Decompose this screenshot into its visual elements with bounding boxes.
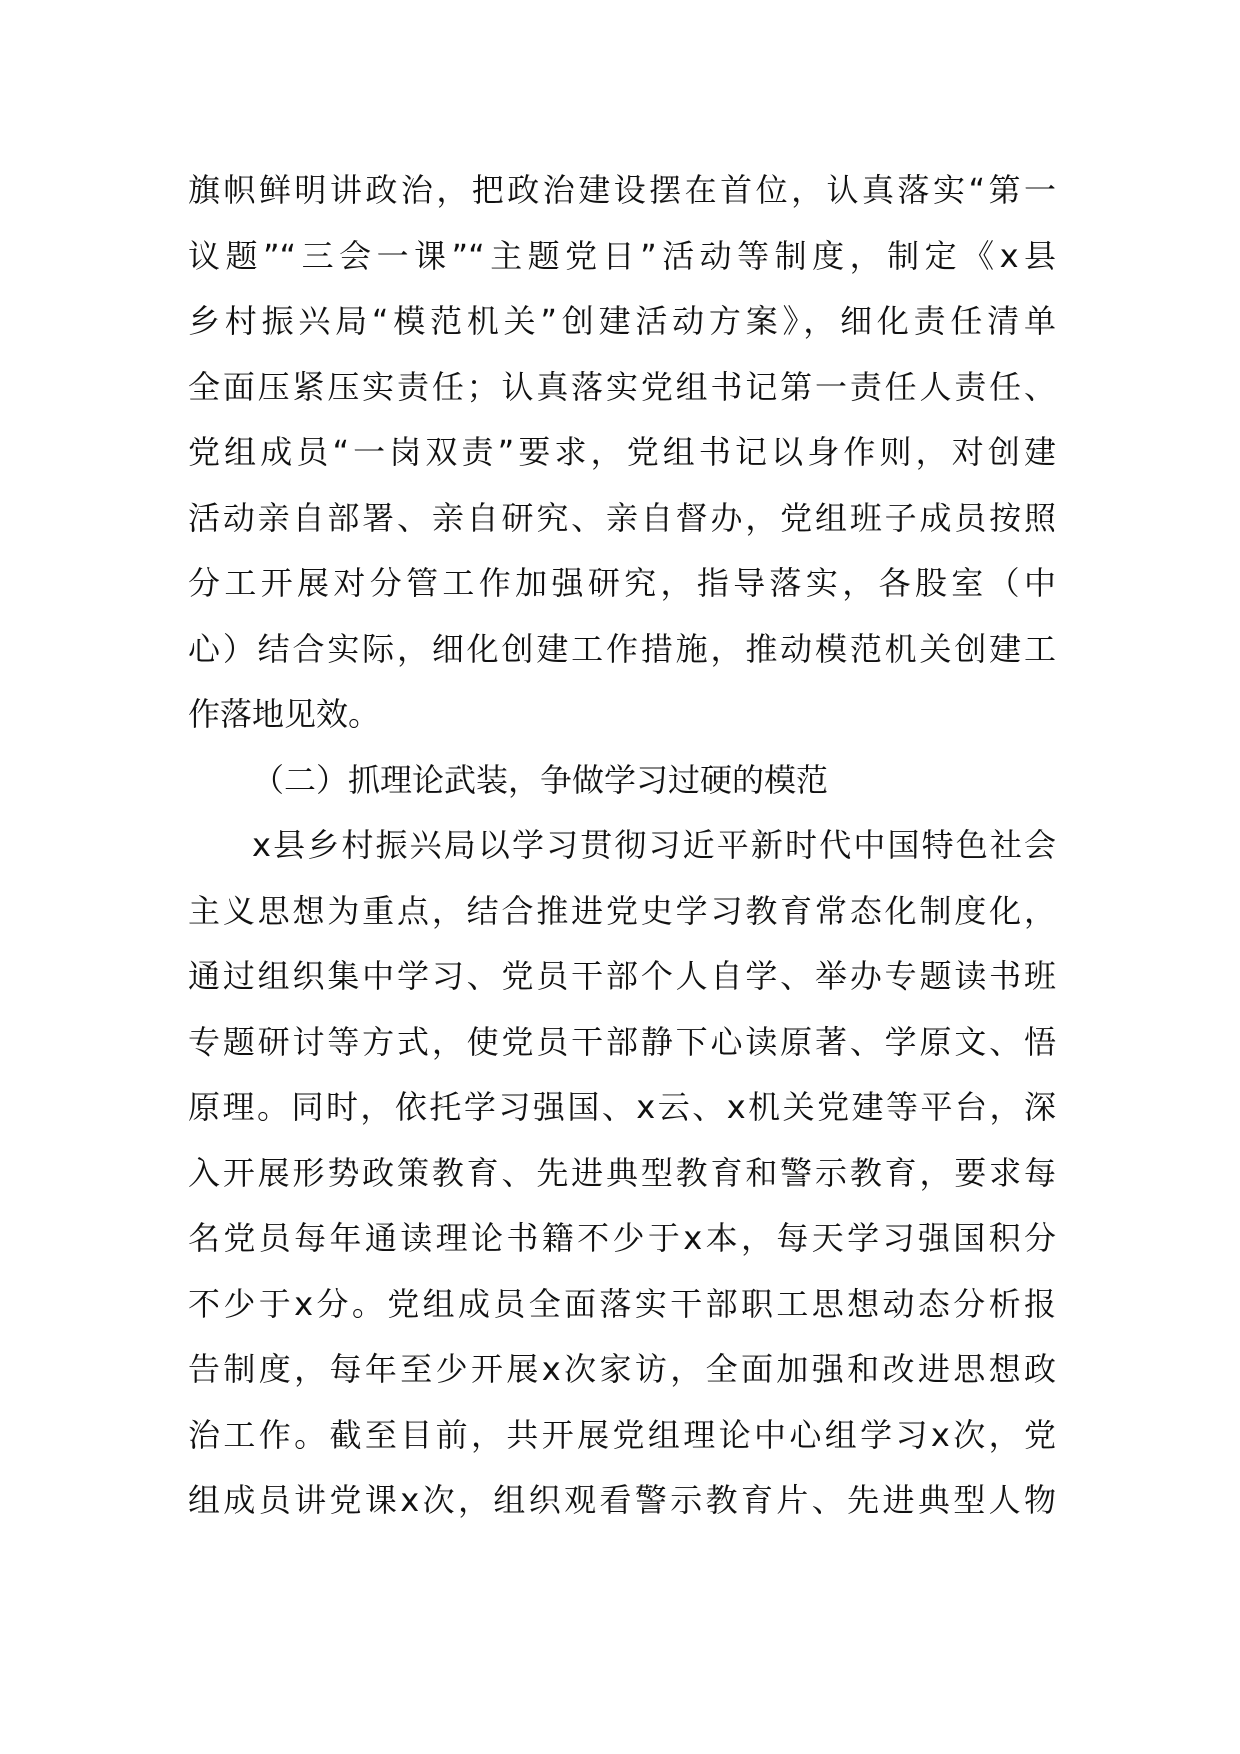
paragraph-1 (188, 158, 1056, 748)
paragraph-line: 不少于x分。党组成员全面落实干部职工思想动态分析报 (188, 1284, 1056, 1323)
paragraph-2 (188, 813, 1056, 1534)
paragraph-line: 原理。同时，依托学习强国、x云、x机关党建等平台，深 (188, 1088, 1056, 1126)
paragraph-line: 治工作。截至目前，共开展党组理论中心组学习x次，党 (188, 1415, 1056, 1454)
paragraph-line: 分工开展对分管工作加强研究，指导落实，各股室（中 (188, 564, 1056, 602)
paragraph-line: 名党员每年通读理论书籍不少于x本，每天学习强国积分 (188, 1219, 1056, 1257)
document-body (188, 158, 1056, 1534)
paragraph-line: 专题研讨等方式，使党员干部静下心读原著、学原文、悟 (188, 1022, 1056, 1061)
paragraph-line: 作落地见效。 (188, 695, 381, 733)
paragraph-line: 旗帜鲜明讲政治，把政治建设摆在首位，认真落实“第一 (188, 171, 1056, 209)
paragraph-line: 告制度，每年至少开展x次家访，全面加强和改进思想政 (188, 1350, 1056, 1388)
paragraph-line: 组成员讲党课x次，组织观看警示教育片、先进典型人物 (188, 1481, 1056, 1519)
paragraph-line: 议题”“三会一课”“主题党日”活动等制度，制定《x县 (188, 236, 1056, 275)
paragraph-line: 入开展形势政策教育、先进典型教育和警示教育，要求每 (188, 1153, 1056, 1192)
paragraph-line: 乡村振兴局“模范机关”创建活动方案》，细化责任清单 (188, 302, 1056, 340)
paragraph-line: x县乡村振兴局以学习贯彻习近平新时代中国特色社会 (252, 826, 1056, 864)
paragraph-line: 党组成员“一岗双责”要求，党组书记以身作则，对创建 (188, 433, 1056, 471)
section-heading: （二）抓理论武装，争做学习过硬的模范 (252, 760, 829, 799)
paragraph-line: 主义思想为重点，结合推进党史学习教育常态化制度化， (188, 891, 1056, 930)
paragraph-line: 活动亲自部署、亲自研究、亲自督办，党组班子成员按照 (188, 498, 1056, 537)
paragraph-line: 通过组织集中学习、党员干部个人自学、举办专题读书班 (188, 957, 1056, 995)
paragraph-line: 心）结合实际，细化创建工作措施，推动模范机关创建工 (188, 629, 1056, 668)
paragraph-line: 全面压紧压实责任；认真落实党组书记第一责任人责任、 (188, 367, 1056, 406)
